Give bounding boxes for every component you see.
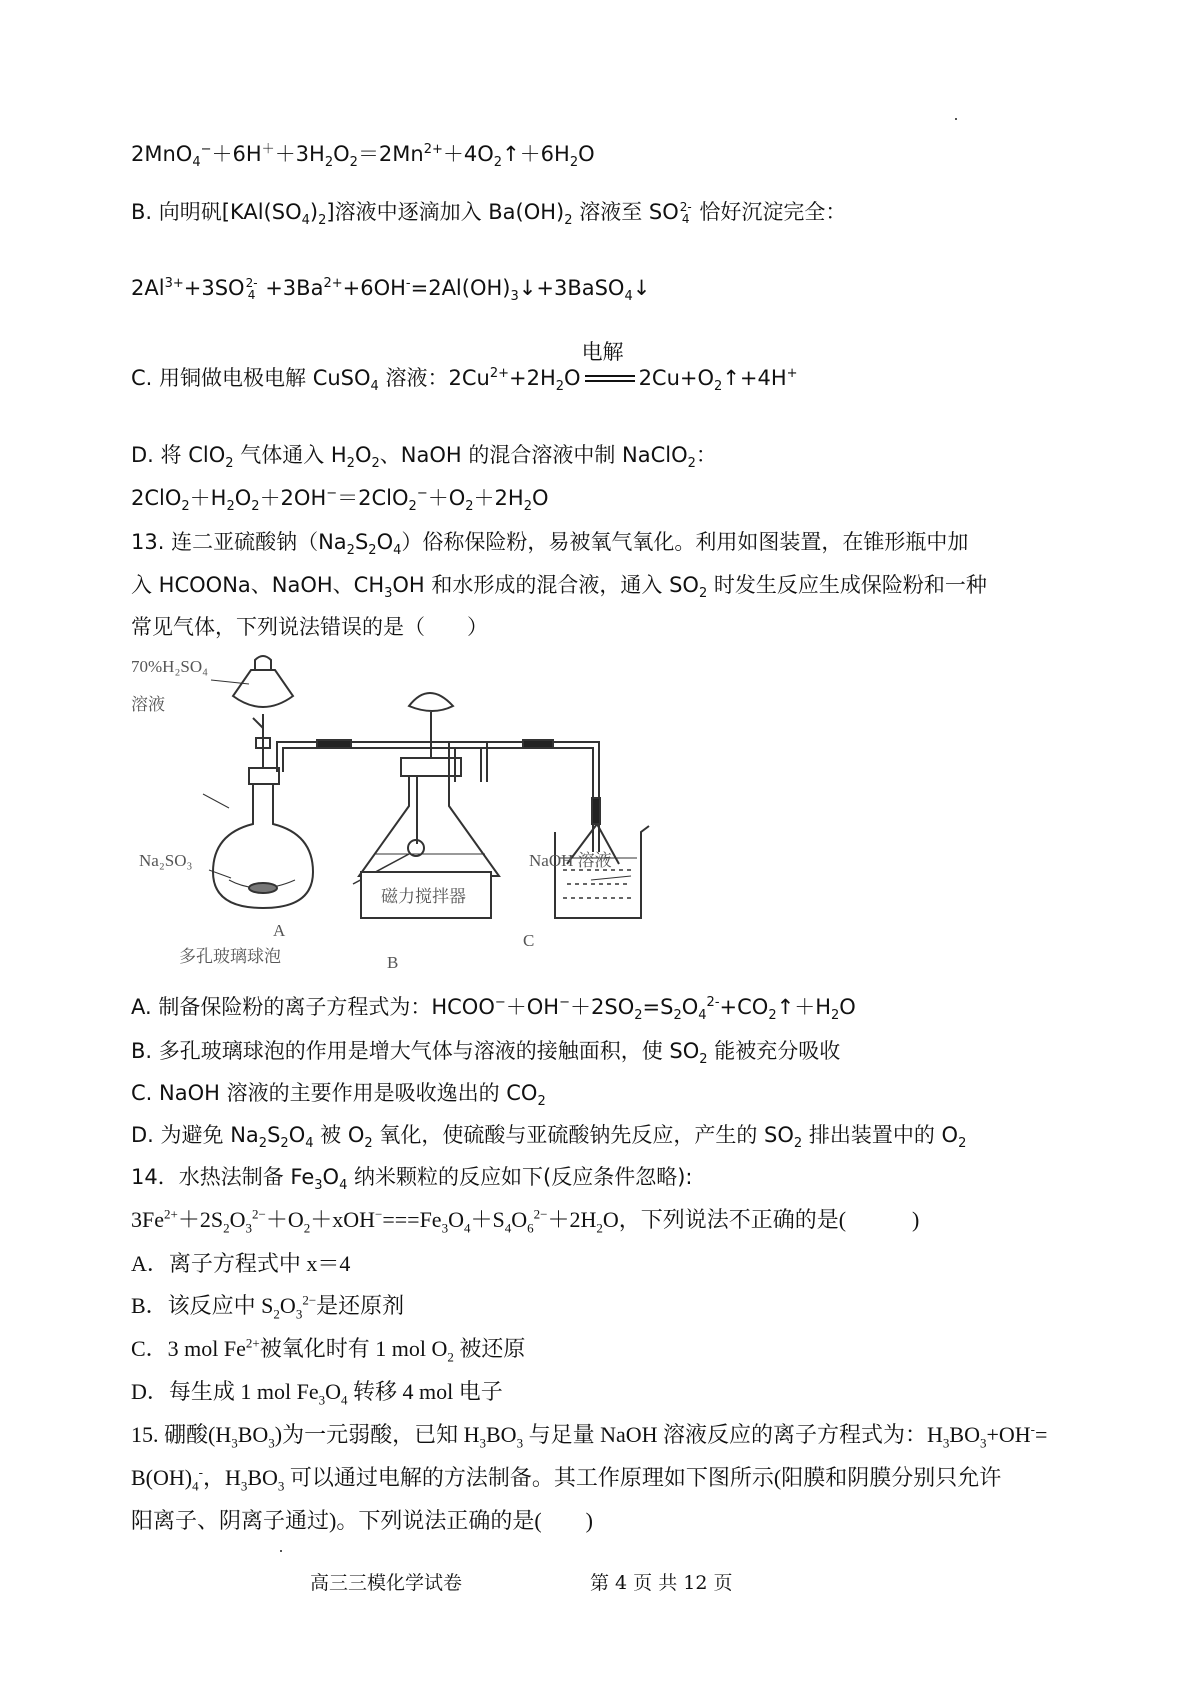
label-a: A (273, 921, 286, 940)
label-acid: 70%H₂SO₄ (131, 657, 209, 676)
q15-stem-line-1: 15. 硼酸$(H_3BO_3)$为一元弱酸，已知 $H_3BO_3$ 与足量 NaOH 溶液反应的离子方程式为：$H_3BO_3+OH^-=$ (131, 1421, 1048, 1451)
label-b: B (387, 953, 399, 968)
electrolysis-condition: 电解 (585, 363, 635, 393)
apparatus-diagram (131, 648, 691, 968)
q13-option-d: D. 为避免 $Na_2S_2O_4$ 被 $O_2$ 氧化，使硫酸与亚硫酸钠先反应，产生的 $SO_2$ 排出装置中的 $O_2$ (131, 1123, 967, 1152)
q13-stem-line-3: 常见气体，下列说法错误的是（ ） (131, 615, 488, 639)
label-naoh: NaOH 溶液 (529, 851, 612, 870)
q15-stem-line-2: $B(OH)_4^-$，$H_3BO_3$ 可以通过电解的方法制备。其工作原理如下图所示(阳膜和阴膜分别只允许 (131, 1464, 1002, 1494)
q12-option-c: C. 用铜做电极电解 CuSO$_4$ 溶液：$2Cu^{2+}+2H_2O$ 电解 $2Cu+O_2↑+4H^+$ (131, 340, 798, 395)
q12-option-b: B. 向明矾$[KAl(SO_4)_2]$溶液中逐滴加入 $Ba(OH)_2$ 溶液至 SO 2- 4 恰好沉淀完全： (131, 200, 847, 229)
label-c: C (523, 931, 535, 950)
label-stirrer: 磁力搅拌器 (381, 887, 466, 906)
scan-speck (955, 118, 957, 120)
q13-option-b: B. 多孔玻璃球泡的作用是增大气体与溶液的接触面积，使 $SO_2$ 能被充分吸收 (131, 1039, 841, 1068)
q13-option-a: A. 制备保险粉的离子方程式为：$HCOO^-+OH^-+2SO_2=S_2O_4^{2-}+CO_2↑+H_2O$ (131, 995, 856, 1024)
q14-option-c: C．3 mol $Fe^{2+}$被氧化时有 1 mol $O_2$ 被还原 (131, 1335, 526, 1365)
q14-option-b: B．该反应中 $S_2O_3^{2-}$是还原剂 (131, 1292, 405, 1322)
label-bulb: 多孔玻璃球泡 (179, 947, 281, 966)
q13-option-c: C. NaOH 溶液的主要作用是吸收逸出的 $CO_2$ (131, 1081, 546, 1110)
label-solution: 溶液 (131, 695, 165, 714)
q12-option-d-equation: $2ClO_2+H_2O_2+2OH^-=2ClO_2^-+O_2+2H_2O$ (131, 486, 549, 515)
q12-option-d: D. 将 ClO$_2$ 气体通入 $H_2O_2$、NaOH 的混合溶液中制 NaClO$_2$： (131, 443, 717, 472)
q13-stem-line-1: 13. 连二亚硫酸钠$(Na_2S_2O_4)$俗称保险粉，易被氧气氧化。利用如图装置，在锥形瓶中加 (131, 530, 969, 559)
q14-option-d: D．每生成 1 mol $Fe_3O_4$ 转移 4 mol 电子 (131, 1379, 503, 1408)
exam-name: 高三三模化学试卷 (310, 1572, 463, 1594)
q14-option-a: A．离子方程式中 x＝4 (131, 1251, 351, 1276)
q14-stem: 14．水热法制备 $Fe_3O_4$ 纳米颗粒的反应如下(反应条件忽略): (131, 1165, 693, 1194)
page-number: 第 4 页 共 12 页 (590, 1572, 733, 1594)
q12-option-b-equation: $2Al^{3+}+3SO$ 2- 4 $+3Ba^{2+}+6OH^-=2Al(OH)_3↓+3BaSO_4↓$ (131, 276, 651, 305)
q15-stem-line-3: 阳离子、阴离子通过)。下列说法正确的是( ) (131, 1508, 593, 1533)
q12-option-a-equation: $2MnO_4^-+6H^++3H_2O_2=2Mn^{2+}+4O_2↑+6H_2O$ (131, 142, 595, 171)
scan-speck-2 (280, 1550, 282, 1552)
q14-equation: $3Fe^{2+}+2S_2O_3^{2-}+O_2+xOH^-===Fe_3O_4+S_4O_6^{2-}+2H_2O$，下列说法不正确的是( ) (131, 1206, 920, 1236)
q13-stem-line-2: 入 HCOONa、NaOH、$CH_3OH$ 和水形成的混合液，通入 $SO_2$ 时发生反应生成保险粉和一种 (131, 573, 987, 602)
label-na2so3: Na₂SO₃ (139, 851, 193, 870)
